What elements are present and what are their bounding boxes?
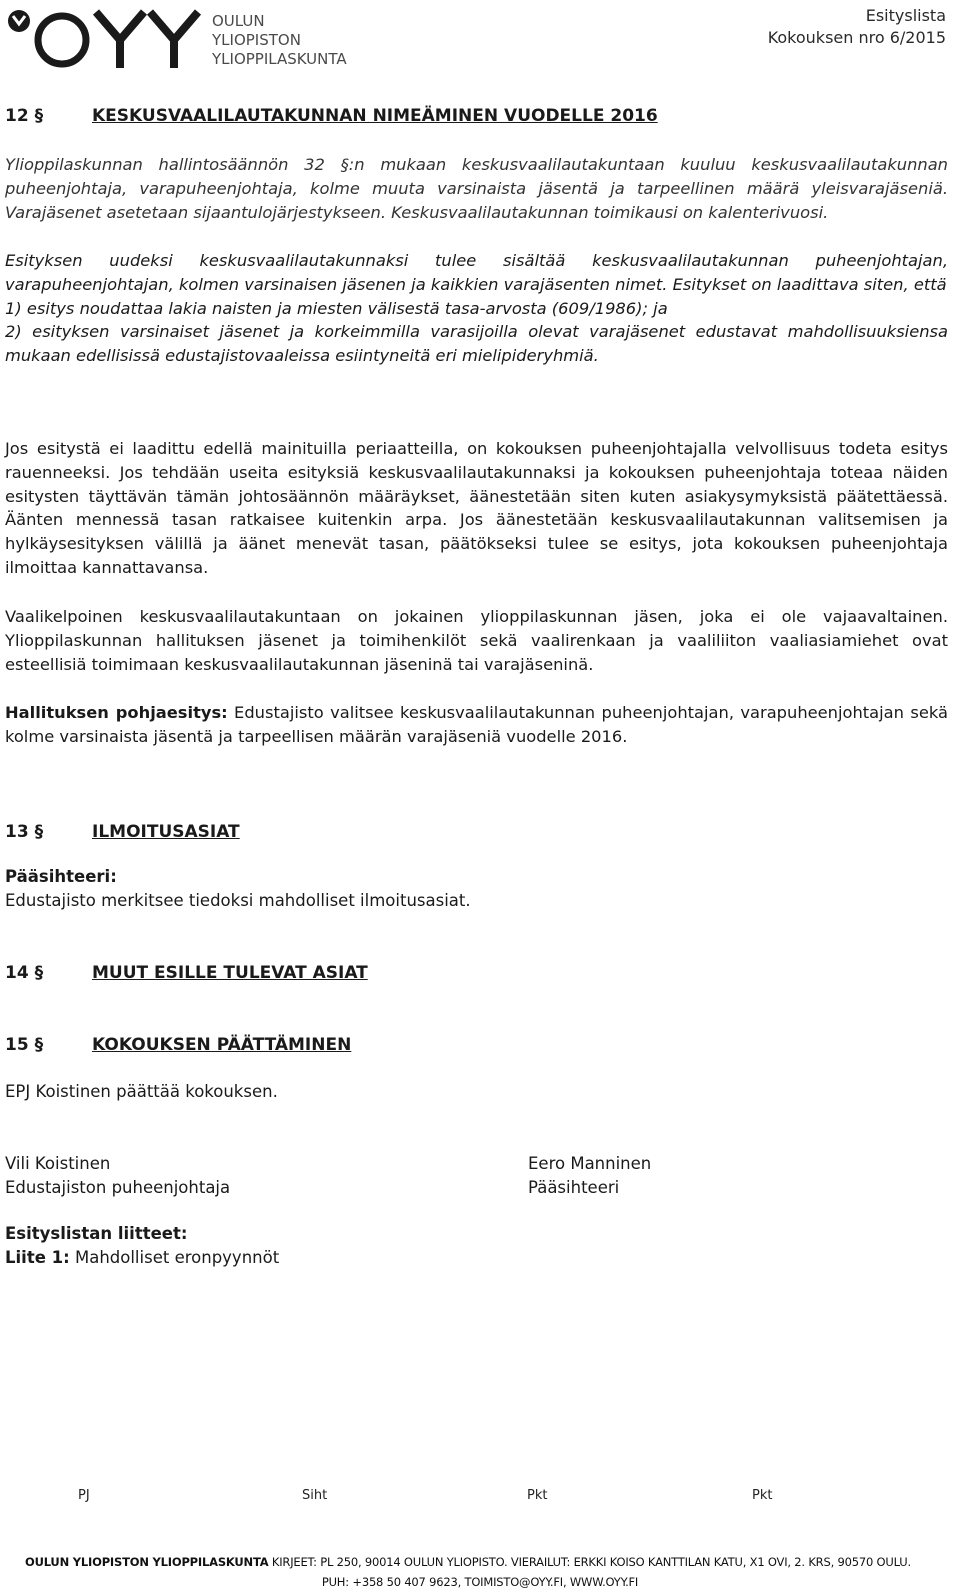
section-12-paragraph-1: Ylioppilaskunnan hallintosäännön 32 §:n mukaan keskusvaalilautakuntaan kuuluu keskusvaalilautakunnan puheenjohtaja, varapuheenjohtaja, kolme muuta varsinaista jäsentä ja tarpeellinen määrä yleisvarajäseniä. Varajäsenet asetetaan sijaantulojärjestykseen. Keskusvaalilautakunnan toimikausi on kalenterivuosi.	[5, 155, 948, 222]
section-12-heading	[5, 106, 658, 126]
signature-right-role: Pääsihteeri	[528, 1178, 620, 1197]
section-15-text: EPJ Koistinen päättää kokouksen.	[5, 1082, 278, 1101]
section-12-paragraph-3: Jos esitystä ei laadittu edellä mainituilla periaatteilla, on kokouksen puheenjohtajalla velvollisuus todeta esitys rauenneeksi. Jos tehdään useita esityksiä keskusvaalilautakunnaksi ja kokouksen puheenjohtaja toteaa näiden esitysten täyttävän tämän johtosäännön määräykset, äänestetään siten kuten asiakysymyksistä päätettäessä. Äänten mennessä tasan ratkaisee kuitenkin arpa. Jos äänestetään keskusvaalilautakunnan valitsemisen ja hylkäysesityksen välillä ja äänet menevät tasan, päätökseksi tulee se esitys, jota kokouksen puheenjohtaja ilmoittaa kannattavansa.	[5, 439, 948, 577]
footer-org: OULUN YLIOPISTON YLIOPPILASKUNTA	[25, 1555, 269, 1569]
attachment-item-label: Liite 1:	[5, 1248, 70, 1267]
section-12-number: 12 §	[5, 106, 44, 126]
board-proposal-text: Edustajisto valitsee keskusvaalilautakunnan puheenjohtajan, varapuheenjohtajan sekä kolme varsinaista jäsentä ja tarpeellisen määrän varajäseniä vuodelle 2016.	[5, 703, 948, 746]
section-13-text: Edustajisto merkitsee tiedoksi mahdolliset ilmoitusasiat.	[5, 891, 471, 910]
signature-left-name: Vili Koistinen	[5, 1154, 111, 1173]
initials-pj: PJ	[78, 1488, 90, 1503]
org-name-line-1: OULUN	[212, 12, 265, 30]
section-12-board-proposal	[5, 701, 948, 749]
meeting-number: Kokouksen nro 6/2015	[767, 28, 946, 47]
footer-contact: PUH: +358 50 407 9623, TOIMISTO@OYY.FI, WWW.OYY.FI	[321, 1575, 639, 1589]
section-12-title: KESKUSVAALILAUTAKUNNAN NIMEÄMINEN VUODELLE 2016	[92, 106, 658, 126]
section-13-title: ILMOITUSASIAT	[92, 822, 240, 842]
section-12-paragraph-2-intro: Esityksen uudeksi keskusvaalilautakunnaksi tulee sisältää keskusvaalilautakunnan puheenjohtajan, varapuheenjohtajan, kolmen varsinaisen jäsenen ja kaikkien varajäsenten nimet. Esitykset on laadittava siten, että	[5, 251, 948, 294]
section-14-number: 14 §	[5, 963, 44, 983]
section-13-label: Pääsihteeri:	[5, 867, 117, 886]
footer-address-text: KIRJEET: PL 250, 90014 OULUN YLIOPISTO. VIERAILUT: ERKKI KOISO KANTTILAN KATU, X1 OVI, 2. KRS, 90570 OULU.	[268, 1555, 911, 1569]
initials-pkt-2: Pkt	[752, 1488, 773, 1503]
section-14-title: MUUT ESILLE TULEVAT ASIAT	[92, 963, 368, 983]
section-12-paragraph-2	[5, 249, 948, 368]
signature-left-role: Edustajiston puheenjohtaja	[5, 1178, 231, 1197]
initials-siht: Siht	[302, 1488, 328, 1503]
section-13-number: 13 §	[5, 822, 44, 842]
footer-address	[25, 1555, 911, 1569]
signature-right-name: Eero Manninen	[528, 1154, 652, 1173]
section-12-condition-1: 1) esitys noudattaa lakia naisten ja miesten välisestä tasa-arvosta (609/1986); ja	[5, 298, 668, 318]
org-name-line-3: YLIOPPILASKUNTA	[212, 50, 347, 68]
section-15-number: 15 §	[5, 1035, 44, 1055]
org-name-line-2: YLIOPISTON	[212, 31, 301, 49]
section-13-heading	[5, 822, 240, 842]
attachment-item-text: Mahdolliset eronpyynnöt	[69, 1248, 280, 1267]
section-12-condition-2: 2) esityksen varsinaiset jäsenet ja korkeimmilla varasijoilla olevat varajäsenet edustavat mahdollisuuksiensa mukaan edellisissä edustajistovaaleissa esiintyneitä eri mielipideryhmiä.	[5, 322, 948, 366]
oyy-logo	[4, 4, 204, 72]
section-12-paragraph-4: Vaalikelpoinen keskusvaalilautakuntaan on jokainen ylioppilaskunnan jäsen, joka ei ole vajaavaltainen. Ylioppilaskunnan hallituksen jäsenet ja toimihenkilöt sekä vaalirenkaan ja vaaliliiton vaaliasiamiehet ovat esteellisiä toimimaan keskusvaalilautakunnan jäseninä tai varajäseninä.	[5, 607, 948, 674]
section-15-title: KOKOUKSEN PÄÄTTÄMINEN	[92, 1035, 352, 1055]
signature-left	[5, 1152, 230, 1200]
signature-right	[528, 1152, 651, 1200]
section-14-heading	[5, 963, 368, 983]
attachments-heading: Esityslistan liitteet:	[5, 1224, 188, 1243]
attachment-item	[5, 1248, 279, 1267]
section-15-heading	[5, 1035, 351, 1055]
board-proposal-label: Hallituksen pohjaesitys:	[5, 703, 228, 722]
document-type: Esityslista	[865, 6, 946, 25]
initials-pkt-1: Pkt	[527, 1488, 548, 1503]
